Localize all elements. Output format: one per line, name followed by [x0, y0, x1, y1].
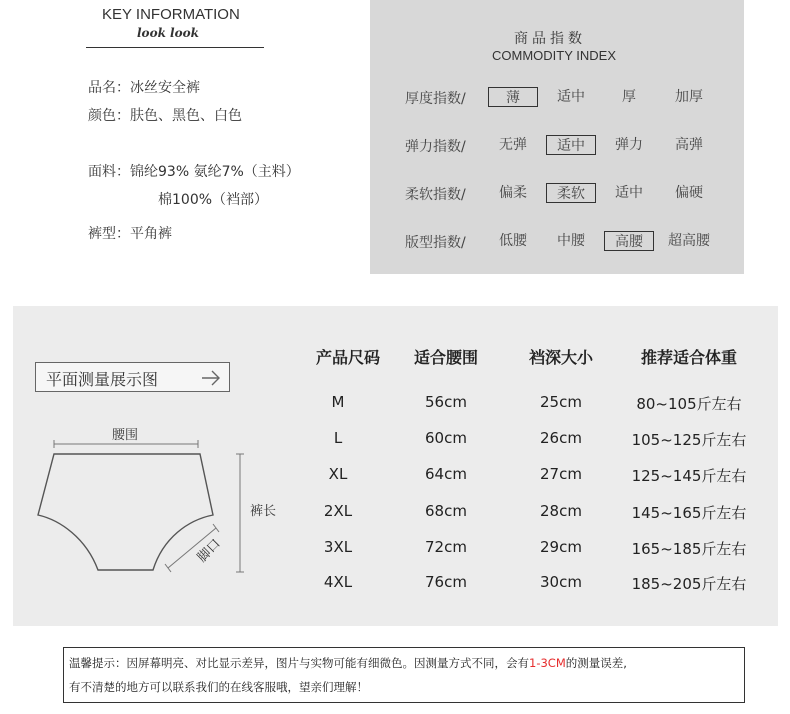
size-table-cell: 28cm — [540, 502, 582, 520]
size-table-cell: 25cm — [540, 393, 582, 411]
index-option-selected: 薄 — [488, 87, 538, 107]
notice-line-2: 有不清楚的地方可以联系我们的在线客服哦，望亲们理解！ — [69, 680, 368, 694]
product-name: 品名：冰丝安全裤 — [88, 80, 200, 96]
index-option: 加厚 — [675, 89, 703, 105]
size-table-cell: 76cm — [425, 573, 467, 591]
size-table-cell: 185~205斤左右 — [631, 575, 747, 593]
notice-line-1 — [69, 655, 627, 671]
leg-opening-label: 脚口 — [194, 536, 224, 566]
size-table-cell: 145~165斤左右 — [631, 504, 747, 522]
index-option: 高弹 — [675, 137, 703, 153]
size-table-cell: 64cm — [425, 465, 467, 483]
key-info-title: KEY INFORMATION — [102, 6, 240, 23]
size-table-cell: 80~105斤左右 — [636, 395, 742, 413]
index-row-label: 厚度指数/ — [405, 91, 466, 107]
index-option: 超高腰 — [668, 233, 710, 249]
size-table-cell: 56cm — [425, 393, 467, 411]
size-table-cell: M — [331, 393, 345, 411]
size-table-header: 裆深大小 — [528, 348, 593, 367]
index-option: 偏硬 — [675, 185, 703, 201]
product-fabric-main: 面料：锦纶93% 氨纶7%（主料） — [88, 164, 300, 180]
index-row-label: 版型指数/ — [405, 235, 466, 251]
index-option-selected: 高腰 — [604, 231, 654, 251]
index-option: 中腰 — [557, 233, 585, 249]
key-info-subtitle: look look — [137, 26, 199, 40]
size-table-cell: 30cm — [540, 573, 582, 591]
size-table-header: 产品尺码 — [315, 348, 380, 367]
index-row-label: 柔软指数/ — [405, 187, 466, 203]
size-table-cell: 68cm — [425, 502, 467, 520]
key-info-divider — [86, 47, 264, 48]
commodity-index-title-cn: 商品指数 — [514, 31, 586, 47]
index-option-selected: 适中 — [546, 135, 596, 155]
size-table-cell: 27cm — [540, 465, 582, 483]
right-arrow-icon — [200, 369, 222, 387]
notice-highlight: 1-3CM — [529, 656, 566, 670]
size-table-cell: 29cm — [540, 538, 582, 556]
size-table-cell: 4XL — [323, 573, 353, 591]
index-option: 低腰 — [499, 233, 527, 249]
index-option: 适中 — [615, 185, 643, 201]
size-table-cell: 125~145斤左右 — [631, 467, 747, 485]
index-option: 偏柔 — [499, 185, 527, 201]
size-table-cell: 26cm — [540, 429, 582, 447]
size-table-cell: 2XL — [323, 502, 353, 520]
size-table-cell: 105~125斤左右 — [631, 431, 747, 449]
notice-text-a: 温馨提示：因屏幕明亮、对比显示差异，图片与实物可能有细微色。因测量方式不同，会有 — [69, 656, 529, 670]
waist-label: 腰围 — [112, 428, 139, 443]
product-colors: 颜色：肤色、黑色、白色 — [88, 108, 242, 124]
index-option: 适中 — [557, 89, 585, 105]
size-table-cell: L — [333, 429, 343, 447]
index-option: 无弹 — [499, 137, 527, 153]
size-table-header: 适合腰围 — [413, 348, 478, 367]
size-table-cell: XL — [328, 465, 348, 483]
commodity-index-title-en: COMMODITY INDEX — [492, 48, 616, 63]
size-table-cell: 72cm — [425, 538, 467, 556]
size-table-cell: 3XL — [323, 538, 353, 556]
size-table-cell: 60cm — [425, 429, 467, 447]
length-label: 裤长 — [250, 504, 277, 519]
index-option-selected: 柔软 — [546, 183, 596, 203]
size-table-cell: 165~185斤左右 — [631, 540, 747, 558]
index-row-label: 弹力指数/ — [405, 139, 466, 155]
notice-text-b: 的测量误差, — [565, 656, 627, 670]
product-style: 裤型：平角裤 — [88, 226, 172, 242]
measure-tag-label: 平面测量展示图 — [46, 370, 159, 389]
index-option: 弹力 — [615, 137, 643, 153]
product-fabric-crotch: 棉100%（裆部） — [158, 192, 269, 208]
index-option: 厚 — [622, 89, 636, 105]
size-table-header: 推荐适合体重 — [640, 348, 737, 367]
